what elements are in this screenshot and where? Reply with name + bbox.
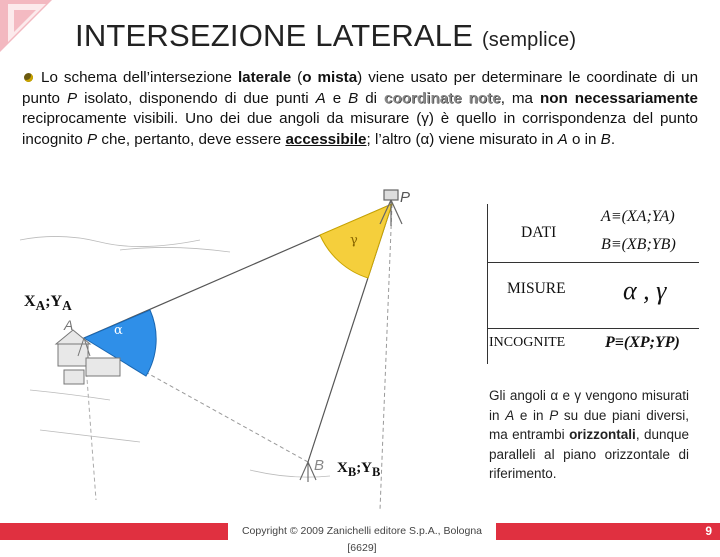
bullet-icon (24, 73, 33, 82)
note-paragraph: Gli angoli α e γ vengono misurati in A e in P su due piani diversi, ma entrambi orizzontali, dunque paralleli al piano orizzontale di riferimento. (489, 388, 689, 481)
intro-point-p: P (66, 89, 78, 107)
intro-bold-mista: o mista (302, 69, 358, 86)
intro-text: reciprocamente visibili. Uno dei due angoli da misurare (γ) è quello in corrispondenza del punto incognito (22, 110, 698, 148)
line-p-down (380, 204, 392, 510)
intro-point-b: B (348, 89, 359, 107)
dati-label: DATI (521, 224, 557, 241)
label-alpha: α (114, 323, 123, 338)
table-vline (487, 204, 488, 364)
page-number: 9 (705, 524, 712, 538)
intro-text: . (610, 130, 616, 148)
intro-bold-laterale: laterale (237, 69, 292, 86)
incognite-value: P≡(XP;YP) (605, 334, 680, 351)
copyright-text: Copyright © 2009 Zanichelli editore S.p.A., Bologna [6629] (228, 523, 496, 540)
label-a: A (64, 317, 74, 333)
misure-label: MISURE (507, 280, 566, 297)
intro-text: e (325, 89, 349, 107)
dati-b-value: B≡(XB;YB) (601, 236, 676, 253)
intro-text: che, pertanto, deve essere (97, 130, 286, 148)
data-table (487, 204, 699, 364)
intro-text: Lo schema dell’intersezione (41, 69, 238, 86)
corner-decoration (0, 0, 60, 60)
label-p: P (400, 189, 411, 206)
intro-point-a: A (315, 89, 326, 107)
intro-bold-coordinate-note: coordinate note (384, 89, 501, 107)
table-hline (487, 328, 699, 329)
intro-bold-accessibile: accessibile (285, 130, 367, 148)
table-hline (487, 262, 699, 263)
label-gamma: γ (350, 233, 358, 248)
intro-point-p: P (87, 130, 98, 148)
intro-point-a: A (557, 130, 568, 148)
dati-a-value: A≡(XA;YA) (601, 208, 675, 225)
intro-text: isolato, disponendo di due punti (77, 89, 316, 107)
intro-paragraph (22, 68, 698, 150)
intro-bold-non-necessariamente: non necessariamente (539, 89, 698, 107)
incognite-label: INCOGNITE (489, 335, 566, 350)
intro-text: ) viene usato per determinare le coordinate di un punto (22, 69, 699, 107)
title-subtitle: (semplice) (481, 29, 577, 51)
intro-text: ( (291, 69, 303, 86)
intro-text: , ma (500, 89, 540, 107)
label-b: B (314, 457, 325, 474)
coord-a-label: $X_A;Y_A$ (24, 293, 72, 314)
intro-text: ; l’altro (α) viene misurato in (366, 130, 558, 148)
intro-point-b: B (600, 130, 611, 148)
misure-value: α , γ (623, 276, 667, 305)
coord-b-label: $X_B;Y_B$ (337, 460, 381, 479)
title-main: INTERSEZIONE LATERALE (75, 18, 474, 53)
intro-text: di (358, 89, 385, 107)
intro-text: o in (567, 130, 601, 148)
intersection-diagram (0, 180, 480, 520)
page-title (75, 18, 576, 54)
